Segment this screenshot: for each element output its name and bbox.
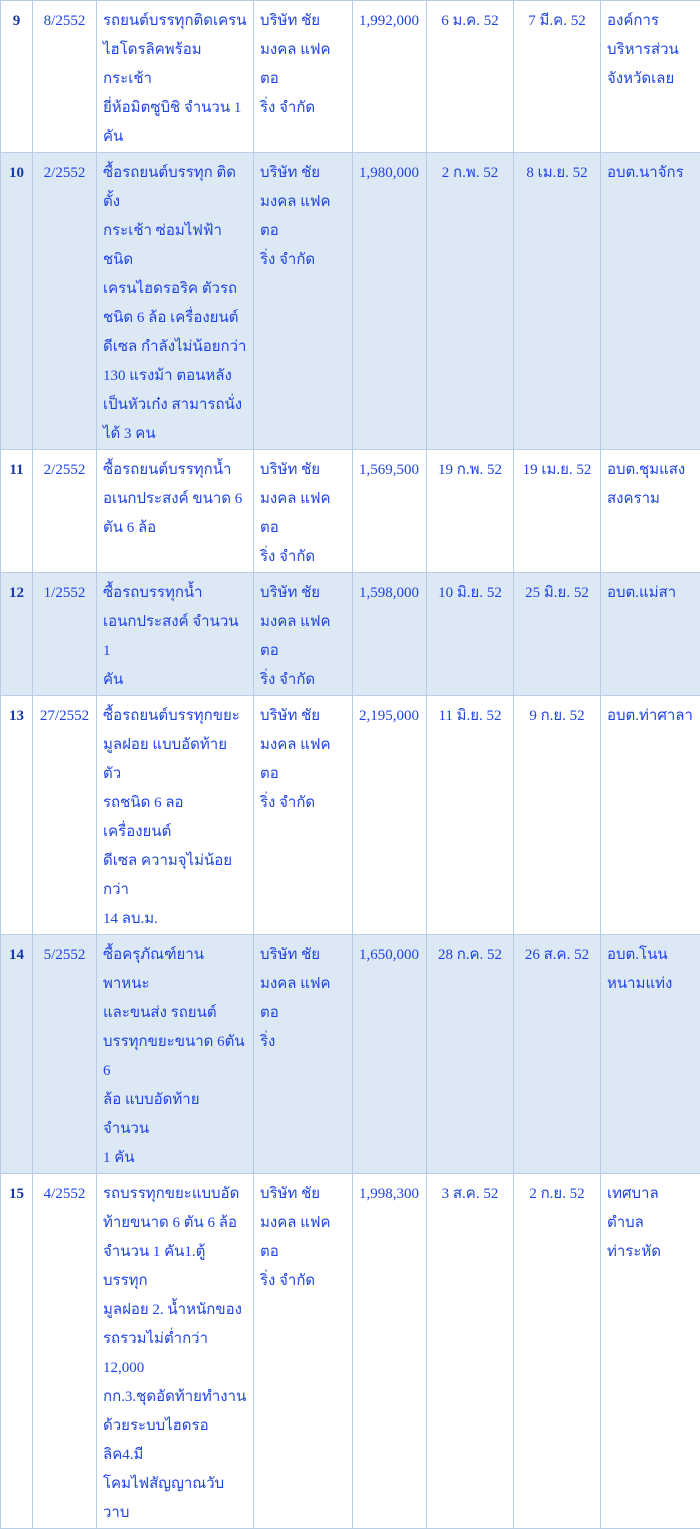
table-row [1, 1, 700, 153]
row-index: 14 [1, 935, 33, 1174]
agency-name: อบต.ชุมแสง สงคราม [601, 450, 700, 573]
item-description: ซื้อรถยนต์บรรทุกขยะ มูลฝอย แบบอัดท้าย ตัว รถชนิด 6 ลอ เครื่องยนต์ ดีเซล ความจุไม่น้อยกว่า 14 ลบ.ม. [97, 696, 254, 935]
table-row [1, 450, 700, 573]
item-description: ซื้อรถบรรทุกน้ำ เอนกประสงค์ จำนวน 1 คัน [97, 573, 254, 696]
agency-name: อบต.ท่าศาลา [601, 696, 700, 935]
row-index: 13 [1, 696, 33, 935]
contract-amount: 1,998,300 [353, 1174, 427, 1529]
end-date: 26 ส.ค. 52 [514, 935, 601, 1174]
company-name: บริษัท ชัย มงคล แฟคตอ ริ่ง จำกัด [254, 696, 353, 935]
row-index: 11 [1, 450, 33, 573]
contract-number: 5/2552 [33, 935, 97, 1174]
contract-amount: 2,195,000 [353, 696, 427, 935]
agency-name: อบต.โนน หนามแท่ง [601, 935, 700, 1174]
start-date: 11 มิ.ย. 52 [427, 696, 514, 935]
contract-amount: 1,980,000 [353, 153, 427, 450]
agency-name: เทศบาลตำบล ท่าระหัด [601, 1174, 700, 1529]
start-date: 3 ส.ค. 52 [427, 1174, 514, 1529]
end-date: 9 ก.ย. 52 [514, 696, 601, 935]
table-row [1, 153, 700, 450]
row-index: 12 [1, 573, 33, 696]
contract-amount: 1,569,500 [353, 450, 427, 573]
row-index: 9 [1, 1, 33, 153]
start-date: 10 มิ.ย. 52 [427, 573, 514, 696]
table-row [1, 935, 700, 1174]
agency-name: อบต.แม่สา [601, 573, 700, 696]
item-description: ซื้อรถยนต์บรรทุก ติดตั้ง กระเช้า ซ่อมไฟฟ้าชนิด เครนไฮดรอริค ตัวรถ ชนิด 6 ล้อ เครื่องยนต์ ดีเซล กำลังไม่น้อยกว่า 130 แรงม้า ตอนหลัง เป็นหัวเก๋ง สามารถนั่ง ได้ 3 คน [97, 153, 254, 450]
table-row [1, 696, 700, 935]
row-index: 15 [1, 1174, 33, 1529]
start-date: 6 ม.ค. 52 [427, 1, 514, 153]
contract-number: 2/2552 [33, 450, 97, 573]
start-date: 28 ก.ค. 52 [427, 935, 514, 1174]
company-name: บริษัท ชัย มงคล แฟคตอ ริ่ง จำกัด [254, 450, 353, 573]
item-description: รถยนต์บรรทุกติดเครน ไฮโดรลิคพร้อมกระเช้า ยี่ห้อมิตซูบิชิ จำนวน 1 คัน [97, 1, 254, 153]
end-date: 19 เม.ย. 52 [514, 450, 601, 573]
end-date: 7 มี.ค. 52 [514, 1, 601, 153]
agency-name: อบต.นาจักร [601, 153, 700, 450]
contract-amount: 1,598,000 [353, 573, 427, 696]
table-row [1, 1174, 700, 1529]
contract-amount: 1,992,000 [353, 1, 427, 153]
contract-number: 8/2552 [33, 1, 97, 153]
end-date: 2 ก.ย. 52 [514, 1174, 601, 1529]
start-date: 2 ก.พ. 52 [427, 153, 514, 450]
contract-amount: 1,650,000 [353, 935, 427, 1174]
company-name: บริษัท ชัย มงคล แฟคตอ ริ่ง จำกัด [254, 153, 353, 450]
item-description: รถบรรทุกขยะแบบอัด ท้ายขนาด 6 ตัน 6 ล้อ จำนวน 1 คัน1.ตู้บรรทุก มูลฝอย 2. น้ำหนักของ รถรวมไม่ต่ำกว่า 12,000 กก.3.ชุดอัดท้ายทำงาน ด้วยระบบไฮดรอลิค4.มี โคมไฟสัญญาณวับวาบ [97, 1174, 254, 1529]
end-date: 25 มิ.ย. 52 [514, 573, 601, 696]
company-name: บริษัท ชัย มงคล แฟคตอ ริ่ง จำกัด [254, 1174, 353, 1529]
start-date: 19 ก.พ. 52 [427, 450, 514, 573]
contract-number: 1/2552 [33, 573, 97, 696]
company-name: บริษัท ชัย มงคล แฟคตอ ริ่ง จำกัด [254, 1, 353, 153]
end-date: 8 เม.ย. 52 [514, 153, 601, 450]
item-description: ซื้อครุภัณฑ์ยานพาหนะ และขนส่ง รถยนต์ บรรทุกขยะขนาด 6ตัน 6 ล้อ แบบอัดท้าย จำนวน 1 คัน [97, 935, 254, 1174]
table-row [1, 573, 700, 696]
company-name: บริษัท ชัย มงคล แฟคตอ ริ่ง [254, 935, 353, 1174]
contract-number: 2/2552 [33, 153, 97, 450]
row-index: 10 [1, 153, 33, 450]
company-name: บริษัท ชัย มงคล แฟคตอ ริ่ง จำกัด [254, 573, 353, 696]
agency-name: องค์การ บริหารส่วน จังหวัดเลย [601, 1, 700, 153]
item-description: ซื้อรถยนต์บรรทุกน้ำ อเนกประสงค์ ขนาด 6 ตัน 6 ล้อ [97, 450, 254, 573]
contract-number: 4/2552 [33, 1174, 97, 1529]
contract-number: 27/2552 [33, 696, 97, 935]
